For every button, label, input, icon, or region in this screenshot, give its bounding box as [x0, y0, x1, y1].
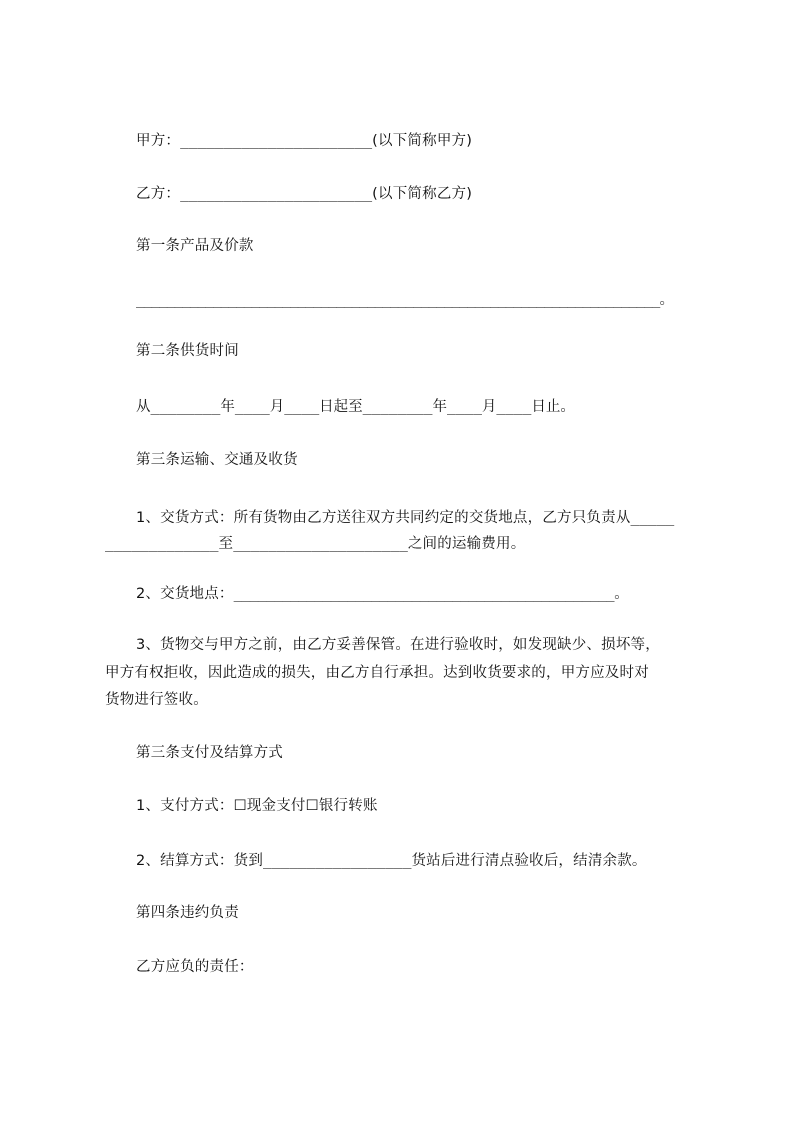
- article-3-item-2: [136, 583, 629, 605]
- article-3-item-1-text: 1、交货方式：所有货物由乙方送往双方共同约定的交货地点，乙方只负责从: [136, 510, 631, 526]
- article-3-item-1-line-1: [136, 507, 674, 529]
- party-a-suffix: (以下简称甲方): [372, 133, 473, 149]
- article-1-heading: 第一条产品及价款: [136, 238, 254, 254]
- article-3-item-1-end: 之间的运输费用。: [407, 536, 526, 552]
- party-b-blank: ______________________: [180, 186, 373, 202]
- article-3-item-1-blank-a: _____: [630, 510, 675, 526]
- article-3b-item-2: [136, 850, 647, 872]
- settlement-blank: _________________: [263, 853, 412, 869]
- article-4-subheading: 乙方应负的责任：: [136, 959, 254, 975]
- article-3-item-2-end: 。: [614, 586, 629, 602]
- article-3b-heading: 第三条支付及结算方式: [136, 745, 283, 761]
- party-b-label: 乙方：: [136, 186, 181, 202]
- article-4-heading: 第四条违约负责: [136, 905, 239, 921]
- article-2-heading: 第二条供货时间: [136, 343, 239, 359]
- cash-checkbox[interactable]: ☐: [233, 798, 247, 814]
- article-2-time-line: 从________年____月____日起至________年____月____日止。: [136, 399, 575, 415]
- article-3-item-1-blank-b: _____________: [105, 536, 219, 552]
- article-3-item-1-line-2: [105, 533, 525, 555]
- article-3-item-2-label: 2、交货地点：: [136, 586, 234, 602]
- article-3-item-3-line-3: 货物进行签收。: [105, 692, 208, 708]
- bank-transfer-checkbox[interactable]: ☐: [305, 798, 319, 814]
- settlement-method-label: 2、结算方式：货到: [136, 853, 264, 869]
- party-a-blank: ______________________: [180, 133, 373, 149]
- party-b-suffix: (以下简称乙方): [372, 186, 473, 202]
- payment-method-label: 1、支付方式：: [136, 798, 234, 814]
- article-3-heading: 第三条运输、交通及收货: [136, 452, 298, 468]
- article-3-item-1-mid: 至: [218, 536, 234, 552]
- cash-option-label: 现金支付: [246, 798, 306, 814]
- article-3-item-3-line-2: 甲方有权拒收，因此造成的损失，由乙方自行承担。达到收货要求的，甲方应及时对: [105, 665, 649, 681]
- article-1-blank: ____________________________________________________________________: [136, 292, 660, 308]
- article-1-blank-line: [136, 289, 674, 311]
- article-3-item-3-line-1: 3、货物交与甲方之前，由乙方妥善保管。在进行验收时，如发现缺少、损坏等，: [136, 637, 660, 653]
- party-a-line: [136, 130, 472, 152]
- party-b-line: [136, 183, 472, 205]
- party-a-label: 甲方：: [136, 133, 181, 149]
- article-3-item-2-blank: _______________________________________________: [233, 586, 615, 602]
- settlement-end: 货站后进行清点验收后，结清余款。: [411, 853, 647, 869]
- article-1-end-mark: 。: [659, 292, 675, 308]
- article-3-item-1-blank-c: ____________________: [233, 536, 408, 552]
- article-3b-item-1: [136, 795, 378, 817]
- bank-transfer-option-label: 银行转账: [318, 798, 378, 814]
